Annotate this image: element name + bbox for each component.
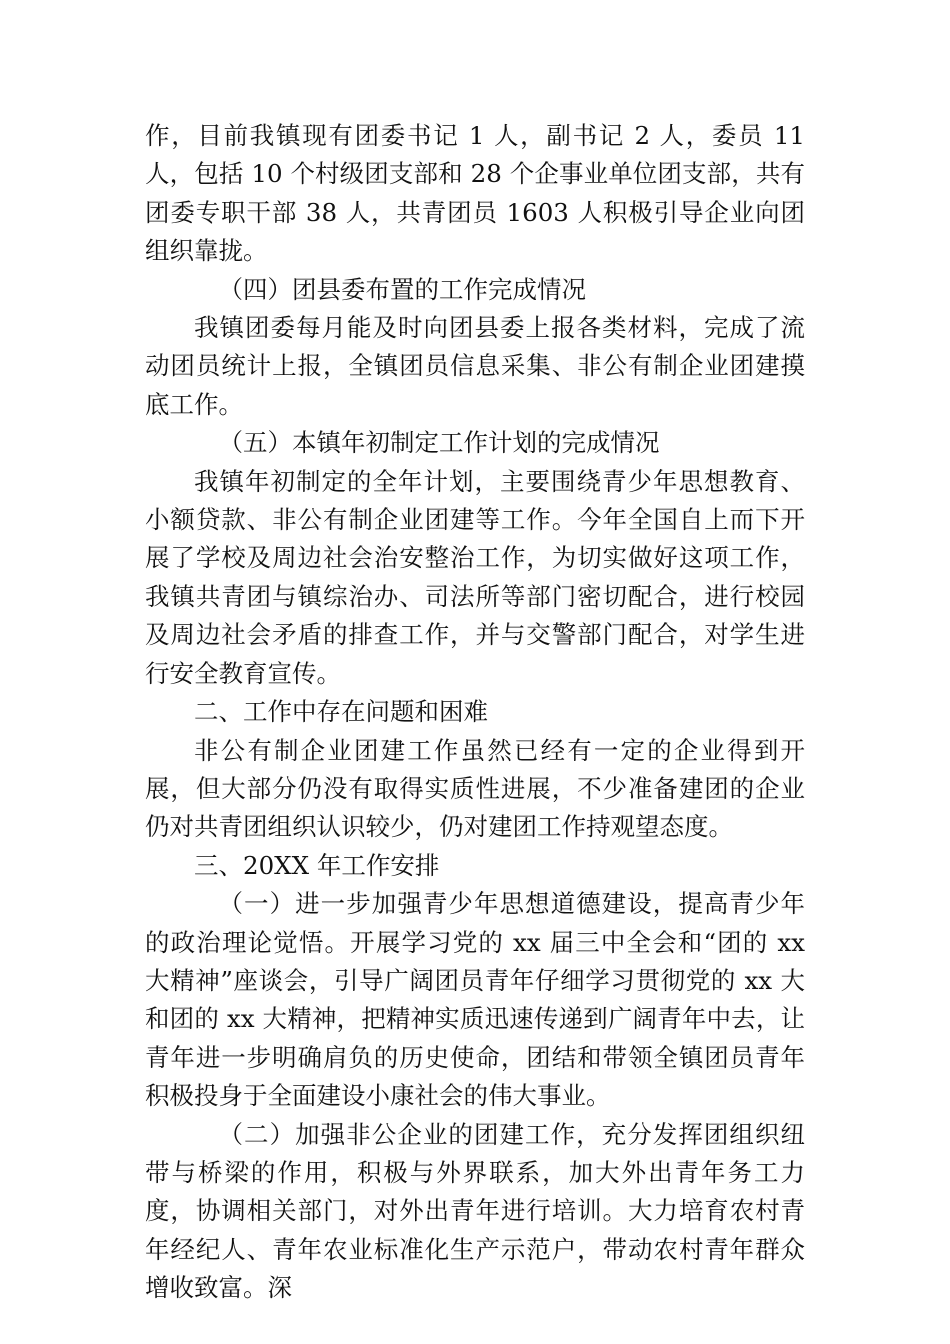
paragraph-arrangement-1: （一）进一步加强青少年思想道德建设，提高青少年的政治理论觉悟。开展学习党的 xx 届三中全会和“团的 xx 大精神”座谈会，引导广阔团员青年仔细学习贯彻党的 xx 大和团的 xx 大精神，把精神实质迅速传递到广阔青年中去，让青年进一步明确肩负的历史使命，团结和带领全镇团员青年积极投身于全面建设小康社会的伟大事业。	[145, 889, 805, 1111]
heading-problems: 二、工作中存在问题和困难	[194, 697, 488, 727]
paragraph-county-tasks: 我镇团委每月能及时向团县委上报各类材料，完成了流动团员统计上报，全镇团员信息采集、非公有制企业团建摸底工作。	[145, 313, 805, 419]
paragraph-problems: 非公有制企业团建工作虽然已经有一定的企业得到开展，但大部分仍没有取得实质性进展，不少准备建团的企业仍对共青团组织认识较少，仍对建团工作持观望态度。	[145, 735, 805, 842]
paragraph-arrangement-2: （二）加强非公企业的团建工作，充分发挥团组织纽带与桥梁的作用，积极与外界联系，加大外出青年务工力度，协调相关部门，对外出青年进行培训。大力培育农村青年经纪人、青年农业标准化生产示范户，带动农村青年群众增收致富。深	[145, 1119, 805, 1303]
heading-work-arrangement: 三、20XX 年工作安排	[194, 850, 440, 880]
heading-county-tasks: （四）团县委布置的工作完成情况	[218, 274, 586, 304]
paragraph-annual-plan: 我镇年初制定的全年计划，主要围绕青少年思想教育、小额贷款、非公有制企业团建等工作。今年全国自上而下开展了学校及周边社会治安整治工作，为切实做好这项工作，我镇共青团与镇综治办、司法所等部门密切配合，进行校园及周边社会矛盾的排查工作，并与交警部门配合，对学生进行安全教育宣传。	[145, 466, 805, 688]
paragraph-team-members: 作，目前我镇现有团委书记 1 人，副书记 2 人，委员 11 人，包括 10 个村级团支部和 28 个企事业单位团支部，共有团委专职干部 38 人，共青团员 1603 人积极引导企业向团组织靠拢。	[145, 121, 805, 266]
document-body	[145, 117, 805, 1308]
heading-annual-plan: （五）本镇年初制定工作计划的完成情况	[218, 428, 660, 458]
